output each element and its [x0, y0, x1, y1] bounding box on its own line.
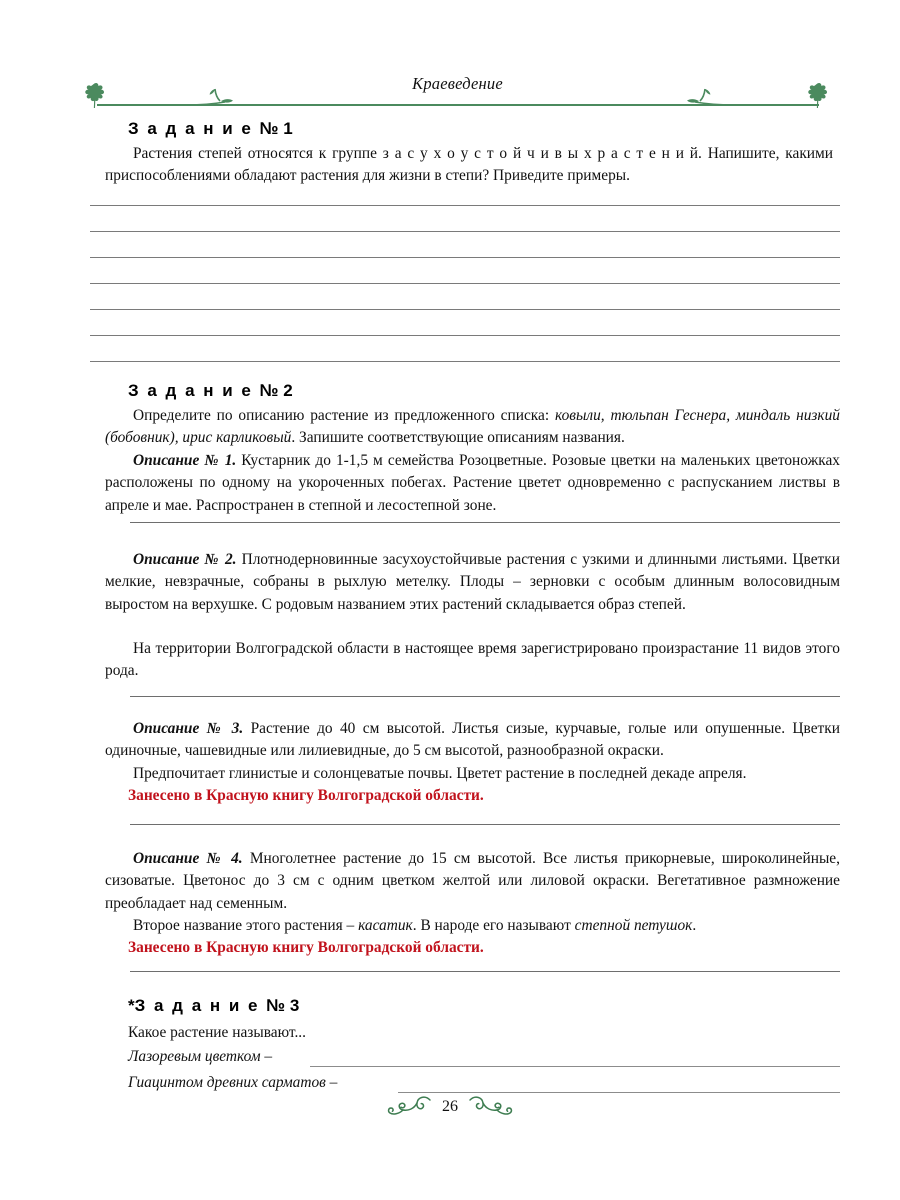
task-3-heading	[128, 996, 299, 1016]
description-4-extra-post: .	[692, 917, 697, 934]
section-separator	[130, 971, 840, 972]
task-2-plant-list: ковыли, тюльпан Геснера, миндаль низкий (бобовник), ирис карликовый	[105, 407, 840, 447]
section-separator	[130, 522, 840, 523]
description-3	[105, 718, 840, 763]
leaf-sprig-icon	[185, 86, 247, 108]
description-2	[105, 549, 840, 616]
task-2-heading-number: № 2	[259, 381, 293, 400]
answer-line[interactable]	[90, 257, 840, 258]
oak-leaf-icon	[804, 82, 834, 108]
description-4-body: Многолетнее растение до 15 см высотой. Все листья прикорневые, широколинейные, сизоватые. Цветонос до 3 см с одним цветком желтой или лиловой окраски. Вегетативное размножение преобладает над семенным.	[105, 850, 840, 912]
description-3-label: Описание № 3.	[133, 720, 244, 737]
answer-line[interactable]	[90, 335, 840, 336]
answer-line[interactable]	[90, 309, 840, 310]
description-2-body: Плотнодерновинные засухоустойчивые растения с узкими и длинными листьями. Цветки мелкие, невзрачные, собраны в рыхлую метелку. Плоды – зерновки с особым длинным волосовидным выростом на верхушке. С родовым названием этих растений складывается образ степей.	[105, 551, 840, 613]
page-footer	[0, 1094, 900, 1134]
task-3-heading-asterisk: *	[128, 996, 135, 1015]
task-1-prompt-emphasis: з а с у х о у с т о й ч и в ы х р а с т е н и й	[382, 145, 699, 162]
task-3-heading-number: № 3	[266, 996, 300, 1015]
running-header	[85, 74, 830, 110]
task-1-prompt-post: . Напишите, какими приспособлениями обладают растения для жизни в степи? Приведите примеры.	[105, 145, 834, 185]
section-separator	[130, 824, 840, 825]
task-1-heading	[128, 119, 293, 139]
leaf-sprig-icon	[673, 86, 735, 108]
description-3-extra: Предпочитает глинистые и солонцеватые почвы. Цветет растение в последней декаде апреля.	[133, 765, 747, 782]
description-1-label: Описание № 1.	[133, 452, 237, 469]
task-1-heading-word: З а д а н и е	[128, 119, 260, 138]
answer-line[interactable]	[90, 361, 840, 362]
section-separator	[130, 696, 840, 697]
task-3-answer-line-2[interactable]	[398, 1092, 840, 1093]
description-2-extra: На территории Волгоградской области в настоящее время зарегистрировано произрастание 11 видов этого рода.	[105, 640, 840, 680]
task-3-answer-line-1[interactable]	[310, 1066, 840, 1067]
description-4-red-note	[128, 937, 863, 959]
description-4-extra	[105, 915, 840, 937]
task-3-answer-label-1: Лазоревым цветком –	[128, 1048, 273, 1065]
task-1-heading-number: № 1	[259, 119, 293, 138]
task-2-heading-word: З а д а н и е	[128, 381, 260, 400]
task-3-heading-word: З а д а н и е	[134, 996, 267, 1015]
task-2-prompt	[105, 405, 840, 450]
description-4-alt-name-2: степной петушок	[574, 917, 693, 934]
answer-line[interactable]	[90, 231, 840, 232]
task-3-answer-label-2: Гиацинтом древних сарматов –	[128, 1074, 338, 1091]
task-2-prompt-pre: Определите по описанию растение из предложенного списка:	[133, 407, 555, 424]
description-3-red-note	[128, 785, 863, 807]
oak-leaf-icon	[81, 82, 111, 108]
answer-line[interactable]	[90, 283, 840, 284]
answer-line[interactable]	[90, 205, 840, 206]
description-3-body: Растение до 40 см высотой. Листья сизые, курчавые, голые или опушенные. Цветки одиночные, чашевидные или лилиевидные, до 5 см высотой, разнообразной окраски.	[105, 720, 840, 760]
description-1-body: Кустарник до 1-1,5 м семейства Розоцветные. Розовые цветки на маленьких цветоножках расположены по одному на укороченных побегах. Растение цветет одновременно с распусканием листвы в апреле и мае. Распространен в степной и лесостепной зоне.	[105, 452, 840, 514]
page-number: 26	[442, 1098, 458, 1115]
description-4-label: Описание № 4.	[133, 850, 243, 867]
description-4-extra-mid: . В народе его называют	[412, 917, 575, 934]
task-1-prompt	[105, 143, 833, 188]
task-3-prompt: Какое растение называют...	[128, 1024, 307, 1041]
task-2-prompt-post: . Запишите соответствующие описаниям названия.	[291, 429, 625, 447]
page-title: Краеведение	[412, 74, 503, 93]
description-2-label: Описание № 2.	[133, 551, 237, 568]
description-1	[105, 450, 840, 517]
flourish-ornament-icon	[468, 1094, 514, 1120]
description-4-alt-name-1: касатик	[358, 917, 413, 934]
task-1-prompt-pre: Растения степей относятся к группе	[133, 145, 383, 162]
task-2-heading	[128, 381, 293, 401]
red-book-note: Занесено в Красную книгу Волгоградской области.	[128, 787, 484, 804]
description-4-extra-pre: Второе название этого растения –	[133, 917, 359, 934]
description-4	[105, 848, 840, 915]
flourish-ornament-icon	[386, 1094, 432, 1120]
red-book-note: Занесено в Красную книгу Волгоградской области.	[128, 939, 484, 956]
